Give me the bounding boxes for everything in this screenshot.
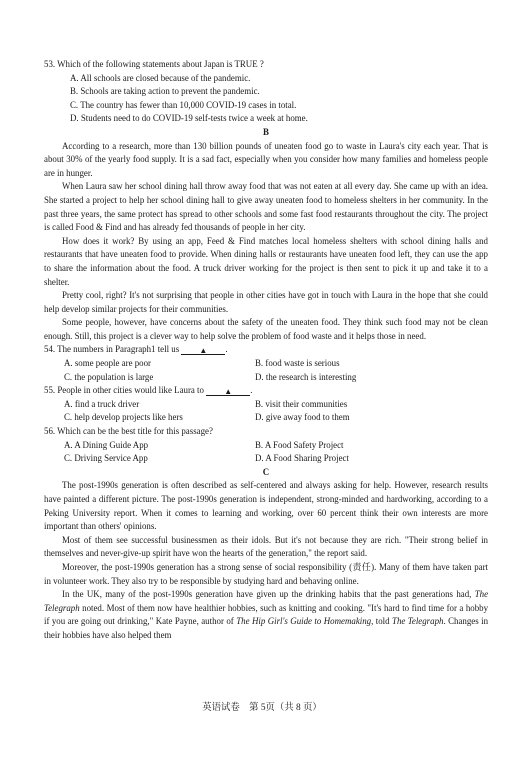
q56-option-d: D. A Food Sharing Project	[255, 453, 349, 464]
exam-page	[44, 58, 488, 643]
q56-option-c: C. Driving Service App	[64, 453, 148, 464]
q56-options-row-2	[64, 452, 488, 466]
page-footer: 英语试卷 第 5页（共 8 页）	[202, 703, 322, 713]
q54-option-a: A. some people are poor	[64, 358, 151, 369]
triangle-icon: ▲	[199, 346, 208, 356]
q55-option-b: B. visit their communities	[255, 398, 348, 409]
passage-c-paragraph-3: Moreover, the post-1990s generation has a strong sense of social responsibility (责任). Many of them have taken part in volunteer work. They also try to be responsible by studying hard and behaving online.	[44, 561, 488, 586]
q54-options-row-2	[64, 371, 488, 385]
triangle-icon: ▲	[224, 387, 233, 397]
q55-stem: 55. People in other cities would like Laura to	[44, 385, 204, 396]
q54-option-c: C. the population is large	[64, 371, 154, 382]
p4-text-d: . Changes in their hobbies have also helped them	[44, 616, 489, 640]
q54-option-d: D. the research is interesting	[255, 371, 357, 382]
q54-stem-line	[44, 343, 488, 357]
p4-text-b: noted. Most of them now have healthier hobbies, such as knitting and cooking. "It's hard to find time for a hobby if you are going out drinking," Kate Payne, author of	[44, 602, 489, 627]
passage-c-paragraph-4	[44, 588, 488, 642]
passage-b-paragraph-4: Pretty cool, right? It's not surprising that people in other cities have got in touch with Laura in the hope that she could help develop similar projects for their communities.	[44, 290, 488, 314]
q55-option-c: C. help develop projects like hers	[64, 412, 183, 423]
q56-stem: 56. Which can be the best title for this passage?	[44, 426, 213, 437]
q54-stem-end: .	[225, 344, 228, 355]
q55-options-row-2	[64, 411, 488, 425]
q54-stem: 54. The numbers in Paragraph1 tell us	[44, 344, 180, 355]
q55-options-row-1	[64, 398, 488, 412]
q53-option-d: D. Students need to do COVID-19 self-tests twice a week at home.	[70, 113, 308, 124]
section-c-heading: C	[262, 466, 270, 477]
q53-option-a: A. All schools are closed because of the pandemic.	[70, 72, 251, 83]
q56-option-a: A. A Dining Guide App	[64, 439, 149, 450]
book-title: The Hip Girl's Guide to Homemaking	[236, 616, 372, 627]
q53-option-c: C. The country has fewer than 10,000 COVID-19 cases in total.	[70, 99, 297, 110]
passage-b-paragraph-3: How does it work? By using an app, Feed & Find matches local homeless shelters with school dining halls and restaurants that have uneaten food to provide. When dining halls or restaurants have uneaten food left, they can use the app to share the information about the food. A truck driver working for the project is then sent to pick it up and take it to a shelter.	[44, 235, 488, 287]
q56-options-row-1	[64, 439, 488, 453]
q55-option-a: A. find a truck driver	[64, 398, 140, 409]
p4-text-c: , told	[371, 616, 390, 627]
q54-options-row-1	[64, 357, 488, 371]
q55-option-d: D. give away food to them	[255, 412, 350, 423]
passage-b-paragraph-1: According to a research, more than 130 billion pounds of uneaten food go to waste in Laura's city each year. That is about 30% of the yearly food supply. It is a sad fact, especially when you consider how many families and homeless people are in hunger.	[44, 140, 488, 178]
p4-text-a: In the UK, many of the post-1990s generation have given up the drinking habits that the past generations had,	[62, 589, 472, 600]
q56-option-b: B. A Food Safety Project	[255, 439, 344, 450]
q55-stem-end: .	[250, 385, 253, 396]
passage-c-paragraph-1: The post-1990s generation is often described as self-centered and always asking for help. However, research results have painted a different picture. The post-1990s generation is independent, strong-minded and hardworking, according to a Peking University report. When it comes to learning and working, over 60 percent think their own interests are more important than others' opinions.	[44, 480, 488, 532]
q55-answer-blank	[206, 385, 253, 397]
q54-answer-blank	[181, 344, 228, 356]
publication-title: The Telegraph	[392, 616, 444, 627]
q53-option-b: B. Schools are taking action to prevent the pandemic.	[70, 86, 260, 97]
publication-title: The Telegraph	[44, 589, 489, 613]
q55-stem-line	[44, 384, 488, 398]
passage-c-paragraph-2: Most of them see successful businessmen as their idols. But it's not because they are rich. "Their strong belief in themselves and never-give-up spirit have won the hearts of the generation," the report said.	[44, 534, 488, 559]
passage-b-paragraph-5: Some people, however, have concerns about the safety of the uneaten food. They think such food may not be clean enough. Still, this project is a clever way to help solve the problem of food waste and it helps those in need.	[44, 317, 488, 341]
q53-stem: 53. Which of the following statements about Japan is TRUE ?	[44, 59, 264, 69]
passage-b-paragraph-2: When Laura saw her school dining hall throw away food that was not eaten at all every day. She came up with an idea. She started a project to help her school dining hall to give away uneaten food to homeless shelters in her community. In the past three years, the same protect has spread to other schools and some fast food restaurants throughout the city. The project is called Food & Find and has already fed thousands of people in her city.	[44, 181, 488, 233]
q54-option-b: B. food waste is serious	[255, 358, 340, 369]
section-b-heading: B	[263, 126, 269, 137]
